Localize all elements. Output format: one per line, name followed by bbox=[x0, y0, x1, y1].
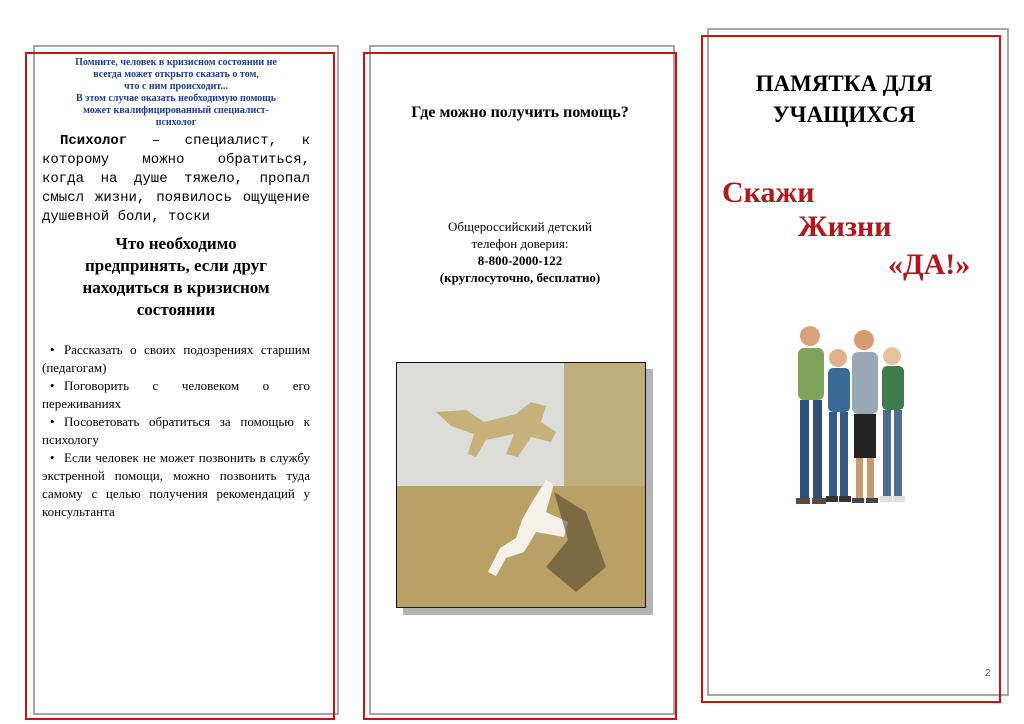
page-number: 2 bbox=[985, 668, 991, 679]
crisis-note bbox=[42, 57, 310, 129]
what-to-do-heading: Что необходимо предпринять, если друг находиться в кризисном состоянии bbox=[82, 234, 270, 319]
note-line: может квалифицированный специалист- bbox=[83, 105, 269, 116]
falling-figure-illustration bbox=[396, 362, 646, 608]
left-panel bbox=[42, 57, 310, 521]
teens-group-photo bbox=[772, 318, 932, 518]
advice-item: • Поговорить с человеком о его переживаниях bbox=[42, 377, 310, 413]
psychologist-term: Психолог bbox=[60, 133, 128, 149]
psychologist-definition bbox=[42, 132, 310, 227]
advice-list bbox=[42, 341, 310, 521]
stone-wall-area bbox=[564, 362, 646, 486]
memo-title-line: ПАМЯТКА ДЛЯ bbox=[755, 71, 933, 96]
hotline-phone: 8-800-2000-122 bbox=[477, 253, 563, 268]
memo-title bbox=[712, 68, 976, 130]
advice-item: • Если человек не может позвонить в службу экстренной помощи, можно позвонить туда самому с целью получения рекомендаций у консультанта bbox=[42, 449, 310, 521]
note-line: что с ним происходит... bbox=[124, 81, 228, 92]
advice-item: • Рассказать о своих подозрениях старшим (педагогам) bbox=[42, 341, 310, 377]
note-line: психолог bbox=[155, 117, 197, 128]
note-line: всегда может открыто сказать о том, bbox=[93, 69, 259, 80]
note-line: Помните, человек в кризисном состоянии не bbox=[75, 57, 277, 68]
middle-panel bbox=[370, 104, 670, 286]
advice-item: • Посоветовать обратиться за помощью к психологу bbox=[42, 413, 310, 449]
hotline-line: Общероссийский детский bbox=[447, 219, 593, 234]
slogan-word-1: Скажи bbox=[722, 176, 815, 209]
psychologist-definition-text: – специалист, к которому можно обратиться, когда на душе тяжело, пропал смысл жизни, появилось ощущение душевной боли, тоски bbox=[42, 133, 310, 225]
slogan-word-3: «ДА!» bbox=[888, 248, 971, 281]
slogan-word-2: Жизни bbox=[798, 210, 892, 243]
hotline-hours: (круглосуточно, бесплатно) bbox=[439, 270, 601, 285]
hotline-line: телефон доверия: bbox=[471, 236, 569, 251]
help-heading: Где можно получить помощь? bbox=[411, 104, 629, 121]
note-line: В этом случае оказать необходимую помощь bbox=[76, 93, 276, 104]
hotline-block bbox=[370, 218, 670, 286]
memo-title-line: УЧАЩИХСЯ bbox=[772, 102, 916, 127]
